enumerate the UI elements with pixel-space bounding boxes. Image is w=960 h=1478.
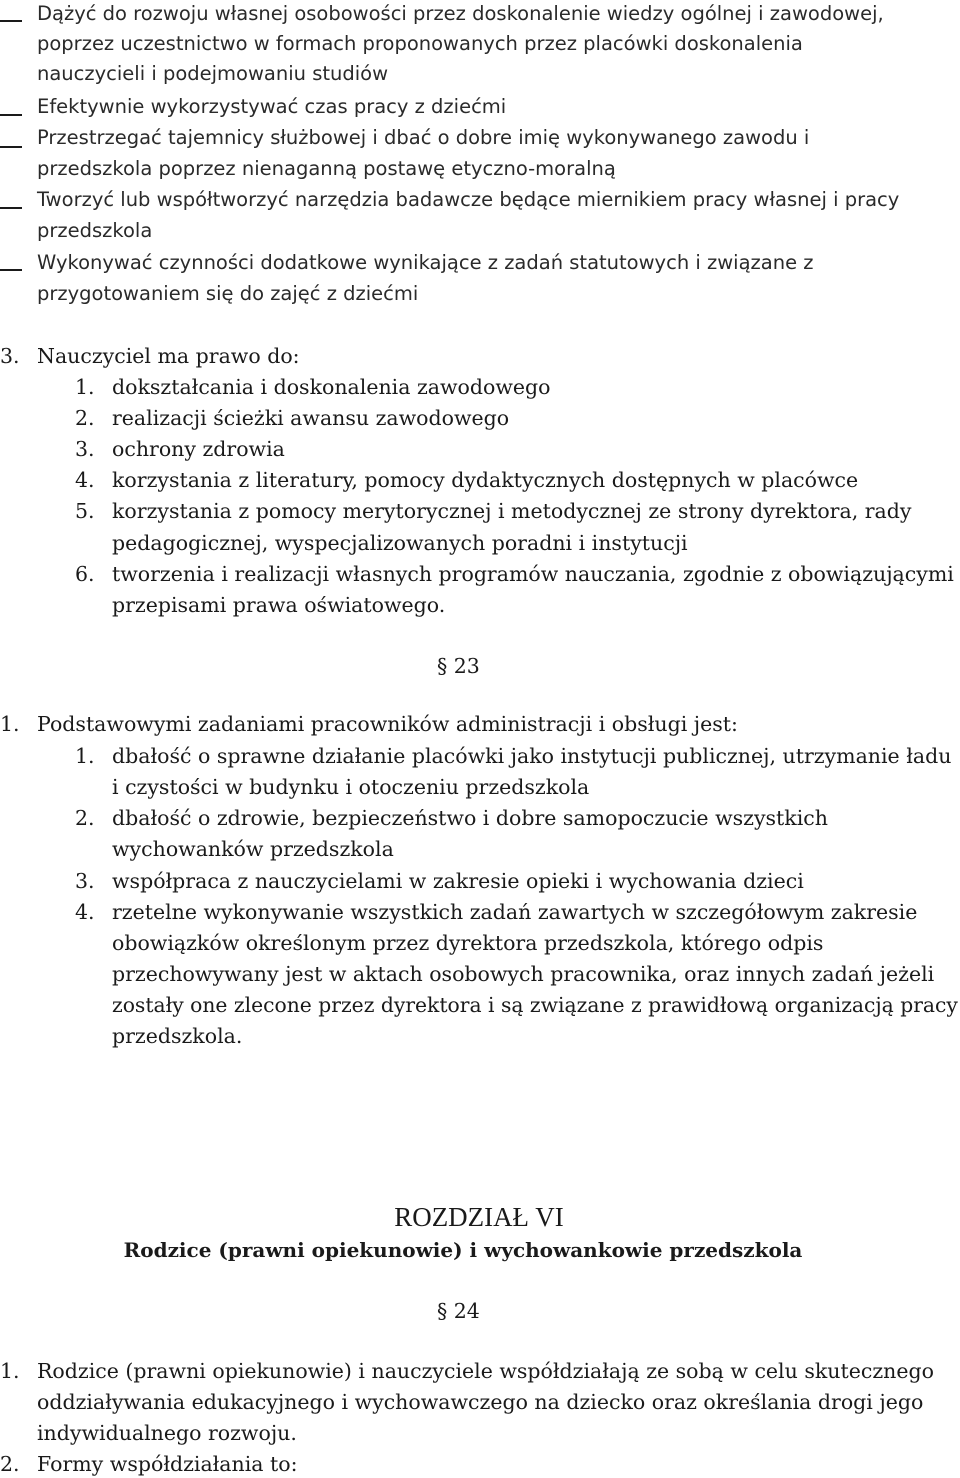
list-item-number: 1.	[75, 744, 95, 768]
list-item: pedagogicznej, wyspecjalizowanych poradni i instytucji	[112, 531, 688, 555]
list-item: przechowywany jest w aktach osobowych pracownika, oraz innych zadań jeżeli	[112, 962, 935, 986]
section-label: § 23	[437, 654, 480, 678]
list-item: obowiązków określonym przez dyrektora przedszkola, którego odpis	[112, 931, 824, 955]
list-item-number: 4.	[75, 468, 95, 492]
list-dash	[0, 269, 22, 271]
chapter-title: ROZDZIAŁ VI	[394, 1202, 564, 1232]
list-item: tworzenia i realizacji własnych programów nauczania, zgodnie z obowiązującymi	[112, 562, 954, 586]
list-item-number: 3.	[75, 437, 95, 461]
list-item-number: 2.	[75, 406, 95, 430]
duty-line: nauczycieli i podejmowaniu studiów	[37, 62, 389, 85]
duty-line: poprzez uczestnictwo w formach proponowanych przez placówki doskonalenia	[37, 32, 803, 55]
section-number: 1.	[0, 712, 20, 736]
duty-line: Efektywnie wykorzystywać czas pracy z dziećmi	[37, 95, 507, 118]
duty-line: przedszkola poprzez nienaganną postawę etyczno-moralną	[37, 157, 616, 180]
rights-heading: Nauczyciel ma prawo do:	[37, 344, 300, 368]
list-item-number: 2.	[75, 806, 95, 830]
list-item: indywidualnego rozwoju.	[37, 1421, 297, 1445]
list-item: przedszkola.	[112, 1024, 243, 1048]
list-item-number: 1.	[75, 375, 95, 399]
list-dash	[0, 20, 22, 22]
list-item: Formy współdziałania to:	[37, 1452, 298, 1476]
list-item-number: 2.	[0, 1452, 20, 1476]
list-item: dokształcania i doskonalenia zawodowego	[112, 375, 551, 399]
list-item: rzetelne wykonywanie wszystkich zadań zawartych w szczegółowym zakresie	[112, 900, 918, 924]
duty-line: Tworzyć lub współtworzyć narzędzia badawcze będące miernikiem pracy własnej i pracy	[37, 188, 900, 211]
list-dash	[0, 207, 22, 209]
section-label: § 24	[437, 1299, 480, 1323]
list-item: współpraca z nauczycielami w zakresie opieki i wychowania dzieci	[112, 869, 804, 893]
list-item-number: 1.	[0, 1359, 20, 1383]
list-item: dbałość o sprawne działanie placówki jako instytucji publicznej, utrzymanie ładu	[112, 744, 952, 768]
list-item-number: 4.	[75, 900, 95, 924]
list-item-number: 3.	[75, 869, 95, 893]
list-item: korzystania z pomocy merytorycznej i metodycznej ze strony dyrektora, rady	[112, 499, 912, 523]
duty-line: przedszkola	[37, 219, 153, 242]
list-item-number: 5.	[75, 499, 95, 523]
rights-number: 3.	[0, 344, 20, 368]
list-item: przepisami prawa oświatowego.	[112, 593, 446, 617]
list-item: wychowanków przedszkola	[112, 837, 394, 861]
list-item: realizacji ścieżki awansu zawodowego	[112, 406, 510, 430]
list-item: zostały one zlecone przez dyrektora i są związane z prawidłową organizacją pracy	[112, 993, 958, 1017]
duty-line: przygotowaniem się do zajęć z dziećmi	[37, 282, 419, 305]
list-dash	[0, 114, 22, 116]
duty-line: Dążyć do rozwoju własnej osobowości przez doskonalenie wiedzy ogólnej i zawodowej,	[37, 2, 884, 25]
duty-line: Wykonywać czynności dodatkowe wynikające z zadań statutowych i związane z	[37, 251, 814, 274]
chapter-subtitle: Rodzice (prawni opiekunowie) i wychowankowie przedszkola	[123, 1238, 803, 1262]
list-item-number: 6.	[75, 562, 95, 586]
list-item: dbałość o zdrowie, bezpieczeństwo i dobre samopoczucie wszystkich	[112, 806, 828, 830]
list-item: oddziaływania edukacyjnego i wychowawczego na dziecko oraz określania drogi jego	[37, 1390, 924, 1414]
duty-line: Przestrzegać tajemnicy służbowej i dbać o dobre imię wykonywanego zawodu i	[37, 126, 810, 149]
list-item: ochrony zdrowia	[112, 437, 285, 461]
list-item: i czystości w budynku i otoczeniu przedszkola	[112, 775, 590, 799]
list-dash	[0, 146, 22, 148]
list-item: Rodzice (prawni opiekunowie) i nauczyciele współdziałają ze sobą w celu skutecznego	[37, 1359, 934, 1383]
section-heading: Podstawowymi zadaniami pracowników administracji i obsługi jest:	[37, 712, 738, 736]
list-item: korzystania z literatury, pomocy dydaktycznych dostępnych w placówce	[112, 468, 859, 492]
